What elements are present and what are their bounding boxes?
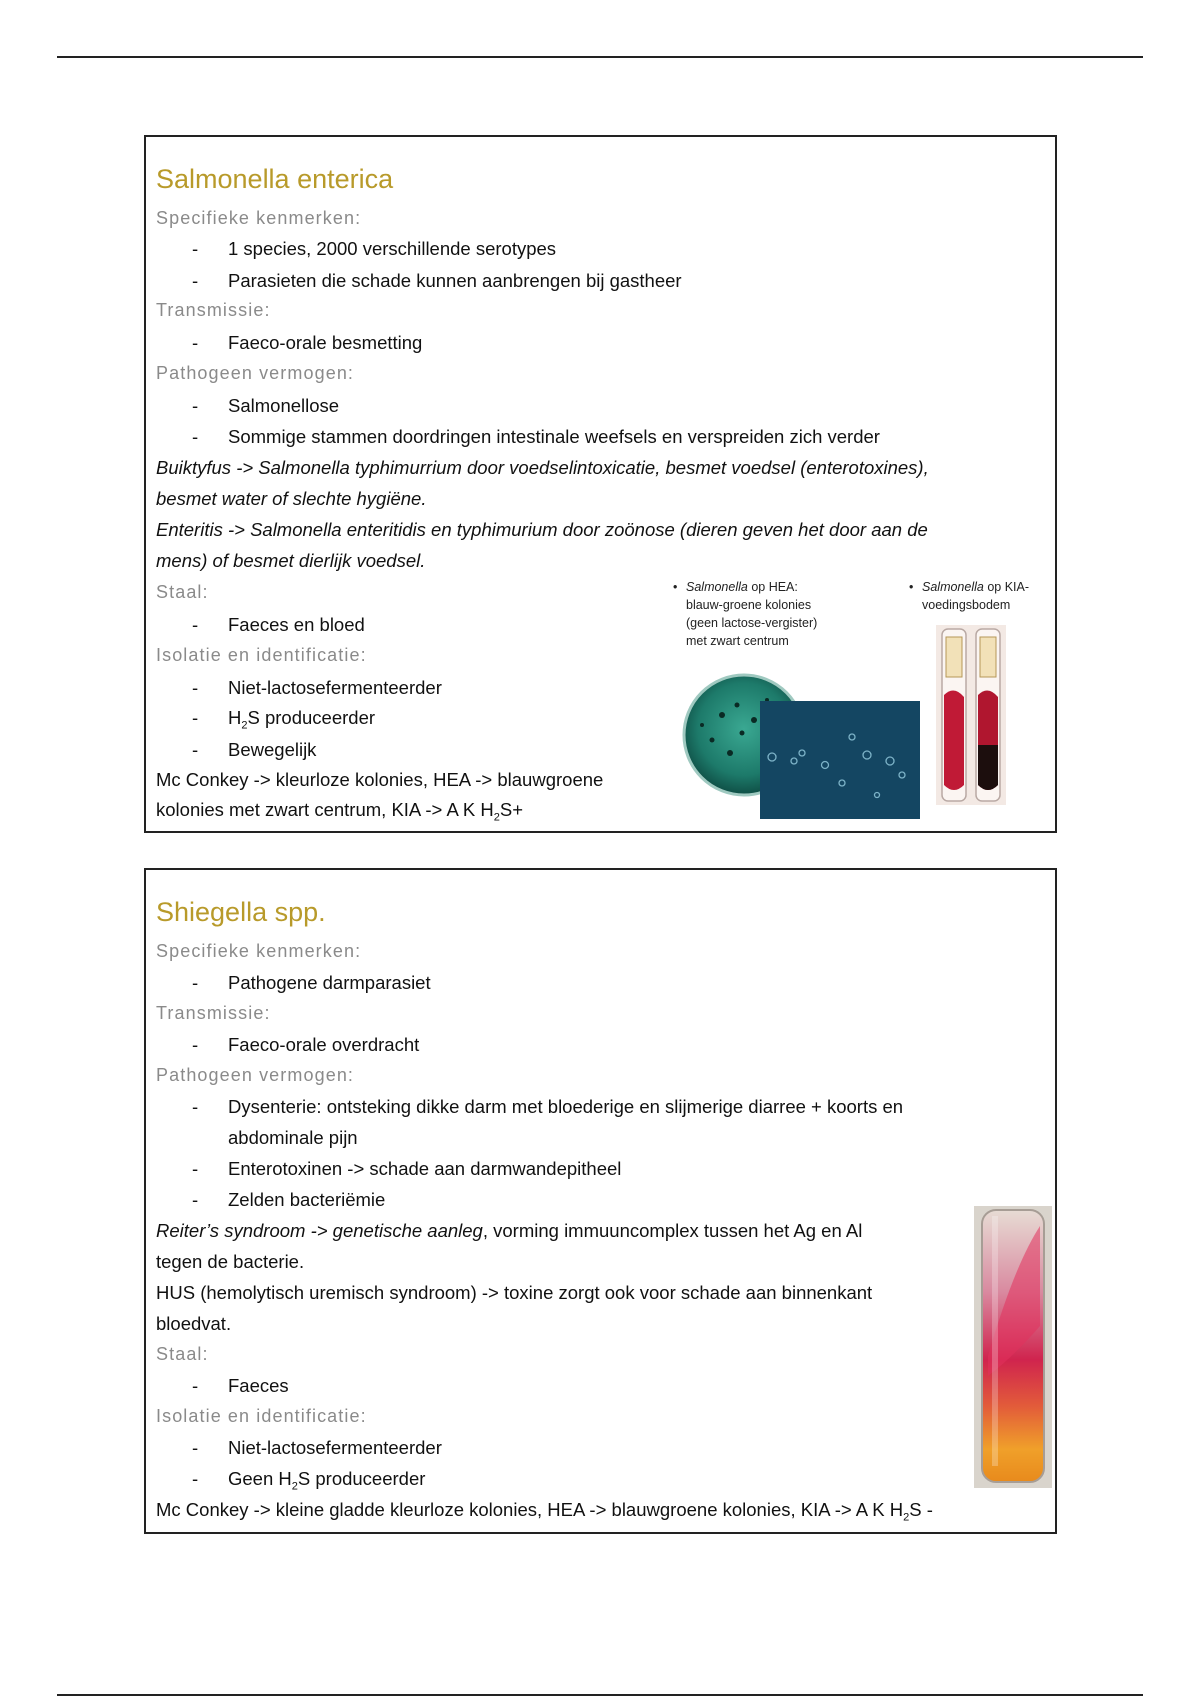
list-item: - Faeco-orale overdracht (192, 1034, 420, 1055)
list-item: - Geen $H_2S$ produceerder (192, 1468, 426, 1493)
paragraph-reiter-cont: tegen de bacterie. (156, 1251, 305, 1272)
list-item: - Niet-lactosefermenteerder (192, 1437, 442, 1458)
paragraph-media-cont: kolonies met zwart centrum, KIA -> A K $H_2S+$ (156, 799, 524, 824)
paragraph-buiktyfus: Buiktyfus -> Salmonella typhimurrium door voedselintoxicatie, besmet voedsel (enterotoxines), (156, 457, 929, 478)
heading-pathogeen-vermogen: Pathogeen vermogen: (156, 363, 355, 383)
paragraph-hus: HUS (hemolytisch uremisch syndroom) -> toxine zorgt ook voor schade aan binnenkant (156, 1282, 873, 1303)
list-item: - Faeces (192, 1375, 289, 1396)
hea-plate-image (682, 665, 922, 821)
paragraph-enteritis: Enteritis -> Salmonella enteritidis en typhimurium door zoönose (dieren geven het door aan de (156, 519, 928, 540)
bottom-rule (57, 1694, 1143, 1696)
kia-tube-photo (974, 1206, 1052, 1488)
list-item: - Faeces en bloed (192, 614, 365, 635)
paragraph-media: Mc Conkey -> kleine gladde kleurloze kolonies, HEA -> blauwgroene kolonies, KIA -> A K $H_2S$ - (156, 1499, 933, 1524)
list-item: - $H_2S$ produceerder (192, 707, 376, 732)
caption-hea: • Salmonella op HEA: blauw-groene kolonies (geen lactose-vergister) met zwart centrum (673, 580, 818, 648)
salmonella-slide (144, 135, 1057, 833)
heading-isolatie: Isolatie en identificatie: (156, 1406, 367, 1426)
list-item: - Pathogene darmparasiet (192, 972, 431, 993)
list-item: - 1 species, 2000 verschillende serotypes (192, 238, 557, 259)
list-item: - Parasieten die schade kunnen aanbrengen bij gastheer (192, 270, 682, 291)
paragraph-buiktyfus-cont: besmet water of slechte hygiëne. (156, 488, 427, 509)
heading-pathogeen-vermogen: Pathogeen vermogen: (156, 1065, 355, 1085)
list-item: - Dysenterie: ontsteking dikke darm met bloederige en slijmerige diarree + koorts en (192, 1096, 904, 1117)
list-item: - Sommige stammen doordringen intestinale weefsels en verspreiden zich verder (192, 426, 880, 447)
list-item-cont: abdominale pijn (228, 1127, 358, 1148)
shigella-slide (144, 868, 1057, 1534)
shigella-title: Shiegella spp. (156, 897, 326, 927)
heading-transmissie: Transmissie: (156, 1003, 271, 1023)
paragraph-reiter: Reiter’s syndroom -> genetische aanleg, vorming immuuncomplex tussen het Ag en Al (156, 1220, 863, 1241)
paragraph-media: Mc Conkey -> kleurloze kolonies, HEA -> blauwgroene (156, 769, 604, 790)
heading-specifieke-kenmerken: Specifieke kenmerken: (156, 941, 362, 961)
list-item: - Salmonellose (192, 395, 340, 416)
list-item: - Faeco-orale besmetting (192, 332, 423, 353)
list-item: - Enterotoxinen -> schade aan darmwandepitheel (192, 1158, 622, 1179)
heading-isolatie: Isolatie en identificatie: (156, 645, 367, 665)
heading-staal: Staal: (156, 1344, 209, 1364)
paragraph-enteritis-cont: mens) of besmet dierlijk voedsel. (156, 550, 426, 571)
salmonella-title: Salmonella enterica (156, 164, 394, 194)
top-rule (57, 56, 1143, 58)
caption-kia: • Salmonella op KIA- voedingsbodem (909, 580, 1030, 612)
list-item: - Zelden bacteriëmie (192, 1189, 386, 1210)
paragraph-hus-cont: bloedvat. (156, 1313, 232, 1334)
heading-specifieke-kenmerken: Specifieke kenmerken: (156, 208, 362, 228)
list-item: - Bewegelijk (192, 739, 317, 760)
kia-tubes-image (936, 625, 1006, 805)
list-item: - Niet-lactosefermenteerder (192, 677, 442, 698)
heading-transmissie: Transmissie: (156, 300, 271, 320)
heading-staal: Staal: (156, 582, 209, 602)
